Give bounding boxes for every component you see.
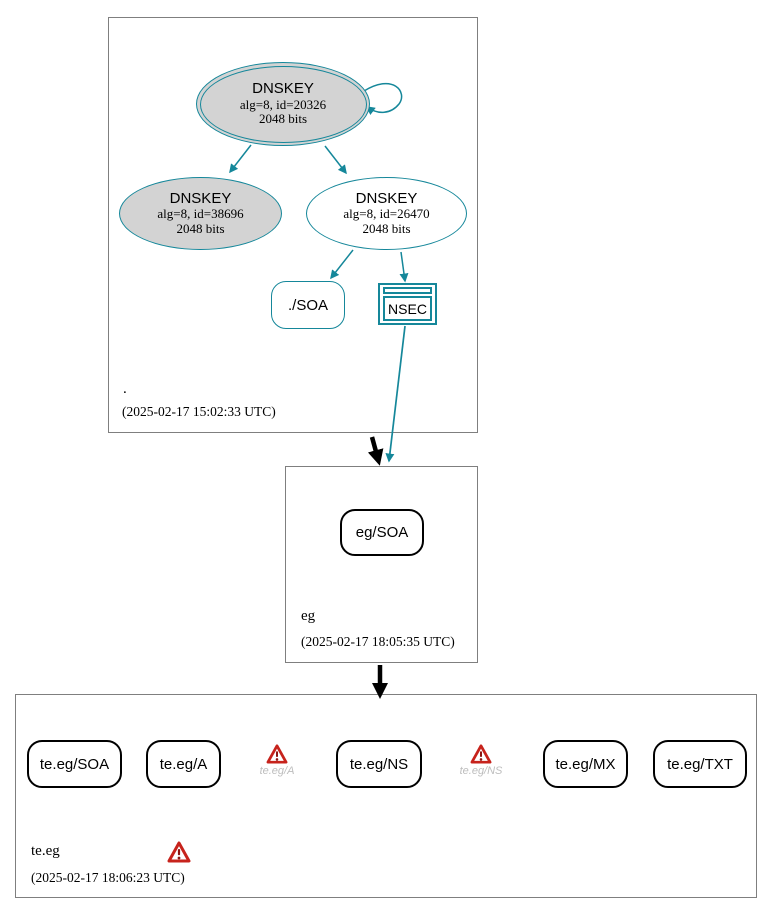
warning-zone-te-eg[interactable]	[167, 841, 191, 863]
node-te-eg-a[interactable]	[146, 740, 221, 788]
dnskey-title: DNSKEY	[169, 189, 232, 207]
zone-name-eg: eg	[301, 608, 316, 624]
warning-te-eg-a[interactable]	[250, 744, 304, 777]
rrset-label: te.eg/SOA	[39, 755, 110, 773]
node-te-eg-ns[interactable]	[336, 740, 422, 788]
warning-icon	[470, 744, 492, 764]
rrset-label: te.eg/NS	[349, 755, 409, 773]
node-dnskey-38696[interactable]	[119, 177, 282, 250]
nsec-label: NSEC	[383, 296, 432, 321]
rrset-label: te.eg/TXT	[667, 755, 733, 773]
rrset-label: te.eg/MX	[555, 755, 616, 773]
node-dnskey-20326[interactable]	[196, 62, 370, 146]
dnskey-title: DNSKEY	[252, 80, 314, 98]
zone-timestamp-te-eg: (2025-02-17 18:06:23 UTC)	[31, 870, 185, 885]
node-te-eg-txt[interactable]	[653, 740, 747, 788]
dnskey-detail: alg=8, id=26470	[343, 206, 430, 222]
zone-name-root: .	[123, 381, 127, 397]
zone-timestamp-eg: (2025-02-17 18:05:35 UTC)	[301, 634, 455, 649]
dnskey-bits: 2048 bits	[176, 220, 225, 236]
zone-box-te-eg	[15, 694, 757, 898]
edge-delegation-root-to-eg	[372, 437, 378, 459]
dnskey-bits: 2048 bits	[362, 220, 411, 236]
warning-label: te.eg/NS	[459, 765, 503, 777]
nsec-top-compartment	[383, 287, 432, 294]
node-te-eg-mx[interactable]	[543, 740, 628, 788]
warning-icon	[167, 841, 191, 863]
zone-timestamp-root: (2025-02-17 15:02:33 UTC)	[122, 404, 276, 419]
dnskey-bits: 2048 bits	[258, 111, 308, 127]
node-eg-soa[interactable]	[340, 509, 424, 556]
warning-label: te.eg/A	[259, 765, 295, 777]
warning-te-eg-ns[interactable]	[454, 744, 508, 777]
node-root-soa[interactable]	[271, 281, 345, 329]
rrset-label: eg/SOA	[355, 524, 409, 541]
dnskey-detail: alg=8, id=38696	[157, 206, 244, 222]
dnskey-detail: alg=8, id=20326	[239, 96, 327, 112]
zone-name-te-eg: te.eg	[31, 843, 60, 859]
rrset-label: te.eg/A	[159, 755, 208, 773]
node-dnskey-26470[interactable]	[306, 177, 467, 250]
node-root-nsec[interactable]	[378, 283, 437, 325]
rrset-label: ./SOA	[287, 296, 328, 314]
node-te-eg-soa[interactable]	[27, 740, 122, 788]
warning-icon	[266, 744, 288, 764]
dnskey-title: DNSKEY	[355, 189, 418, 207]
